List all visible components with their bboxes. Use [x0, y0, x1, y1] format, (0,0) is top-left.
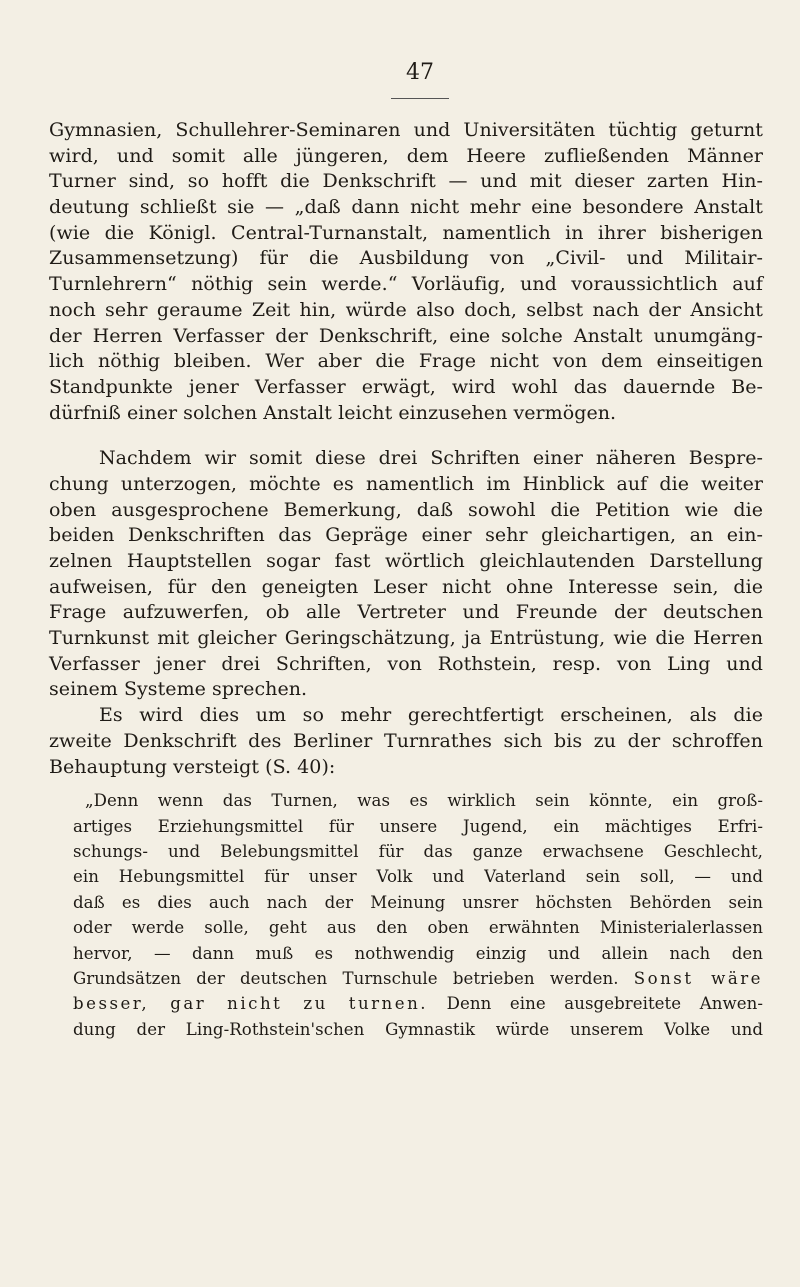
quote-line: hervor, — dann muß es nothwendig einzig und allein nach den [73, 943, 763, 963]
text-line: Nachdem wir somit diese drei Schriften einer näheren Bespre- [99, 447, 763, 470]
paragraph-2 [49, 446, 763, 703]
quote-emphasis: besser, gar nicht zu turnen. [73, 994, 429, 1014]
quote-line: dung der Ling-Rothstein'schen Gymnastik würde unserem Volke und [73, 1019, 763, 1039]
header-rule [391, 98, 449, 99]
text-line: aufweisen, für den geneigten Leser nicht ohne Interesse sein, die [49, 575, 763, 598]
text-line: zweite Denkschrift des Berliner Turnrathes sich bis zu der schroffen [49, 729, 763, 752]
text-line: lich nöthig bleiben. Wer aber die Frage nicht von dem einseitigen [49, 350, 763, 373]
quote-line: schungs- und Belebungsmittel für das ganze erwachsene Geschlecht, [73, 841, 763, 861]
text-line: Gymnasien, Schullehrer-Seminaren und Universitäten tüchtig geturnt [49, 119, 763, 141]
quote-line [49, 991, 763, 1016]
block-quote [49, 788, 763, 1042]
text-line: Es wird dies um so mehr gerechtfertigt erscheinen, als die [99, 704, 763, 727]
text-line: Frage aufzuwerfen, ob alle Vertreter und Freunde der deutschen [49, 601, 763, 624]
body-text [49, 118, 763, 1042]
text-line: (wie die Königl. Central-Turnanstalt, namentlich in ihrer bisherigen [49, 221, 763, 244]
text-line: zelnen Hauptstellen sogar fast wörtlich gleichlautenden Darstellung [49, 550, 763, 572]
text-line: Standpunkte jener Verfasser erwägt, wird wohl das dauernde Be- [49, 375, 763, 398]
page-number: 47 [406, 60, 434, 85]
text-line: dürfniß einer solchen Anstalt leicht einzusehen vermögen. [49, 401, 617, 424]
text-line: Turner sind, so hofft die Denkschrift — und mit dieser zarten Hin- [49, 170, 763, 193]
text-line: oben ausgesprochene Bemerkung, daß sowohl die Petition wie die [49, 498, 763, 521]
text-line: Turnlehrern“ nöthig sein werde.“ Vorläufig, und voraussichtlich auf [49, 273, 763, 296]
paragraph-3 [49, 703, 763, 780]
quote-fragment: Denn eine ausgebreitete Anwen- [446, 994, 763, 1014]
quote-line: daß es dies auch nach der Meinung unsrer höchsten Behörden sein [73, 892, 763, 912]
quote-line: ein Hebungsmittel für unser Volk und Vaterland sein soll, — und [73, 867, 763, 887]
text-line: wird, und somit alle jüngeren, dem Heere zufließenden Männer [49, 144, 763, 167]
text-line: noch sehr geraume Zeit hin, würde also doch, selbst nach der Ansicht [49, 298, 763, 321]
quote-line: oder werde solle, geht aus den oben erwähnten Ministerialerlassen [73, 918, 763, 938]
text-line: beiden Denkschriften das Gepräge einer sehr gleichartigen, an ein- [49, 524, 763, 547]
quote-line: „Denn wenn das Turnen, was es wirklich sein könnte, ein groß- [85, 791, 763, 811]
quote-line [49, 966, 763, 991]
text-line: seinem Systeme sprechen. [49, 678, 308, 701]
quote-gap [49, 780, 763, 788]
quote-fragment: Grundsätzen der deutschen Turnschule betrieben werden. [73, 968, 619, 988]
text-line: chung unterzogen, möchte es namentlich im Hinblick auf die weiter [49, 472, 763, 495]
text-line: der Herren Verfasser der Denkschrift, eine solche Anstalt unumgäng- [49, 324, 763, 347]
quote-line: artiges Erziehungsmittel für unsere Jugend, ein mächtiges Erfri- [73, 816, 763, 836]
quote-emphasis: Sonst wäre [633, 968, 764, 988]
text-line: Turnkunst mit gleicher Geringschätzung, ja Entrüstung, wie die Herren [49, 627, 763, 650]
text-line: Behauptung versteigt (S. 40): [49, 755, 336, 778]
paragraph-gap [49, 426, 763, 446]
paragraph-1 [49, 118, 763, 426]
text-line: Zusammensetzung) für die Ausbildung von „Civil- und Militair- [49, 247, 763, 270]
text-line: deutung schließt sie — „daß dann nicht mehr eine besondere Anstalt [49, 196, 763, 219]
text-line: Verfasser jener drei Schriften, von Rothstein, resp. von Ling und [49, 652, 763, 675]
